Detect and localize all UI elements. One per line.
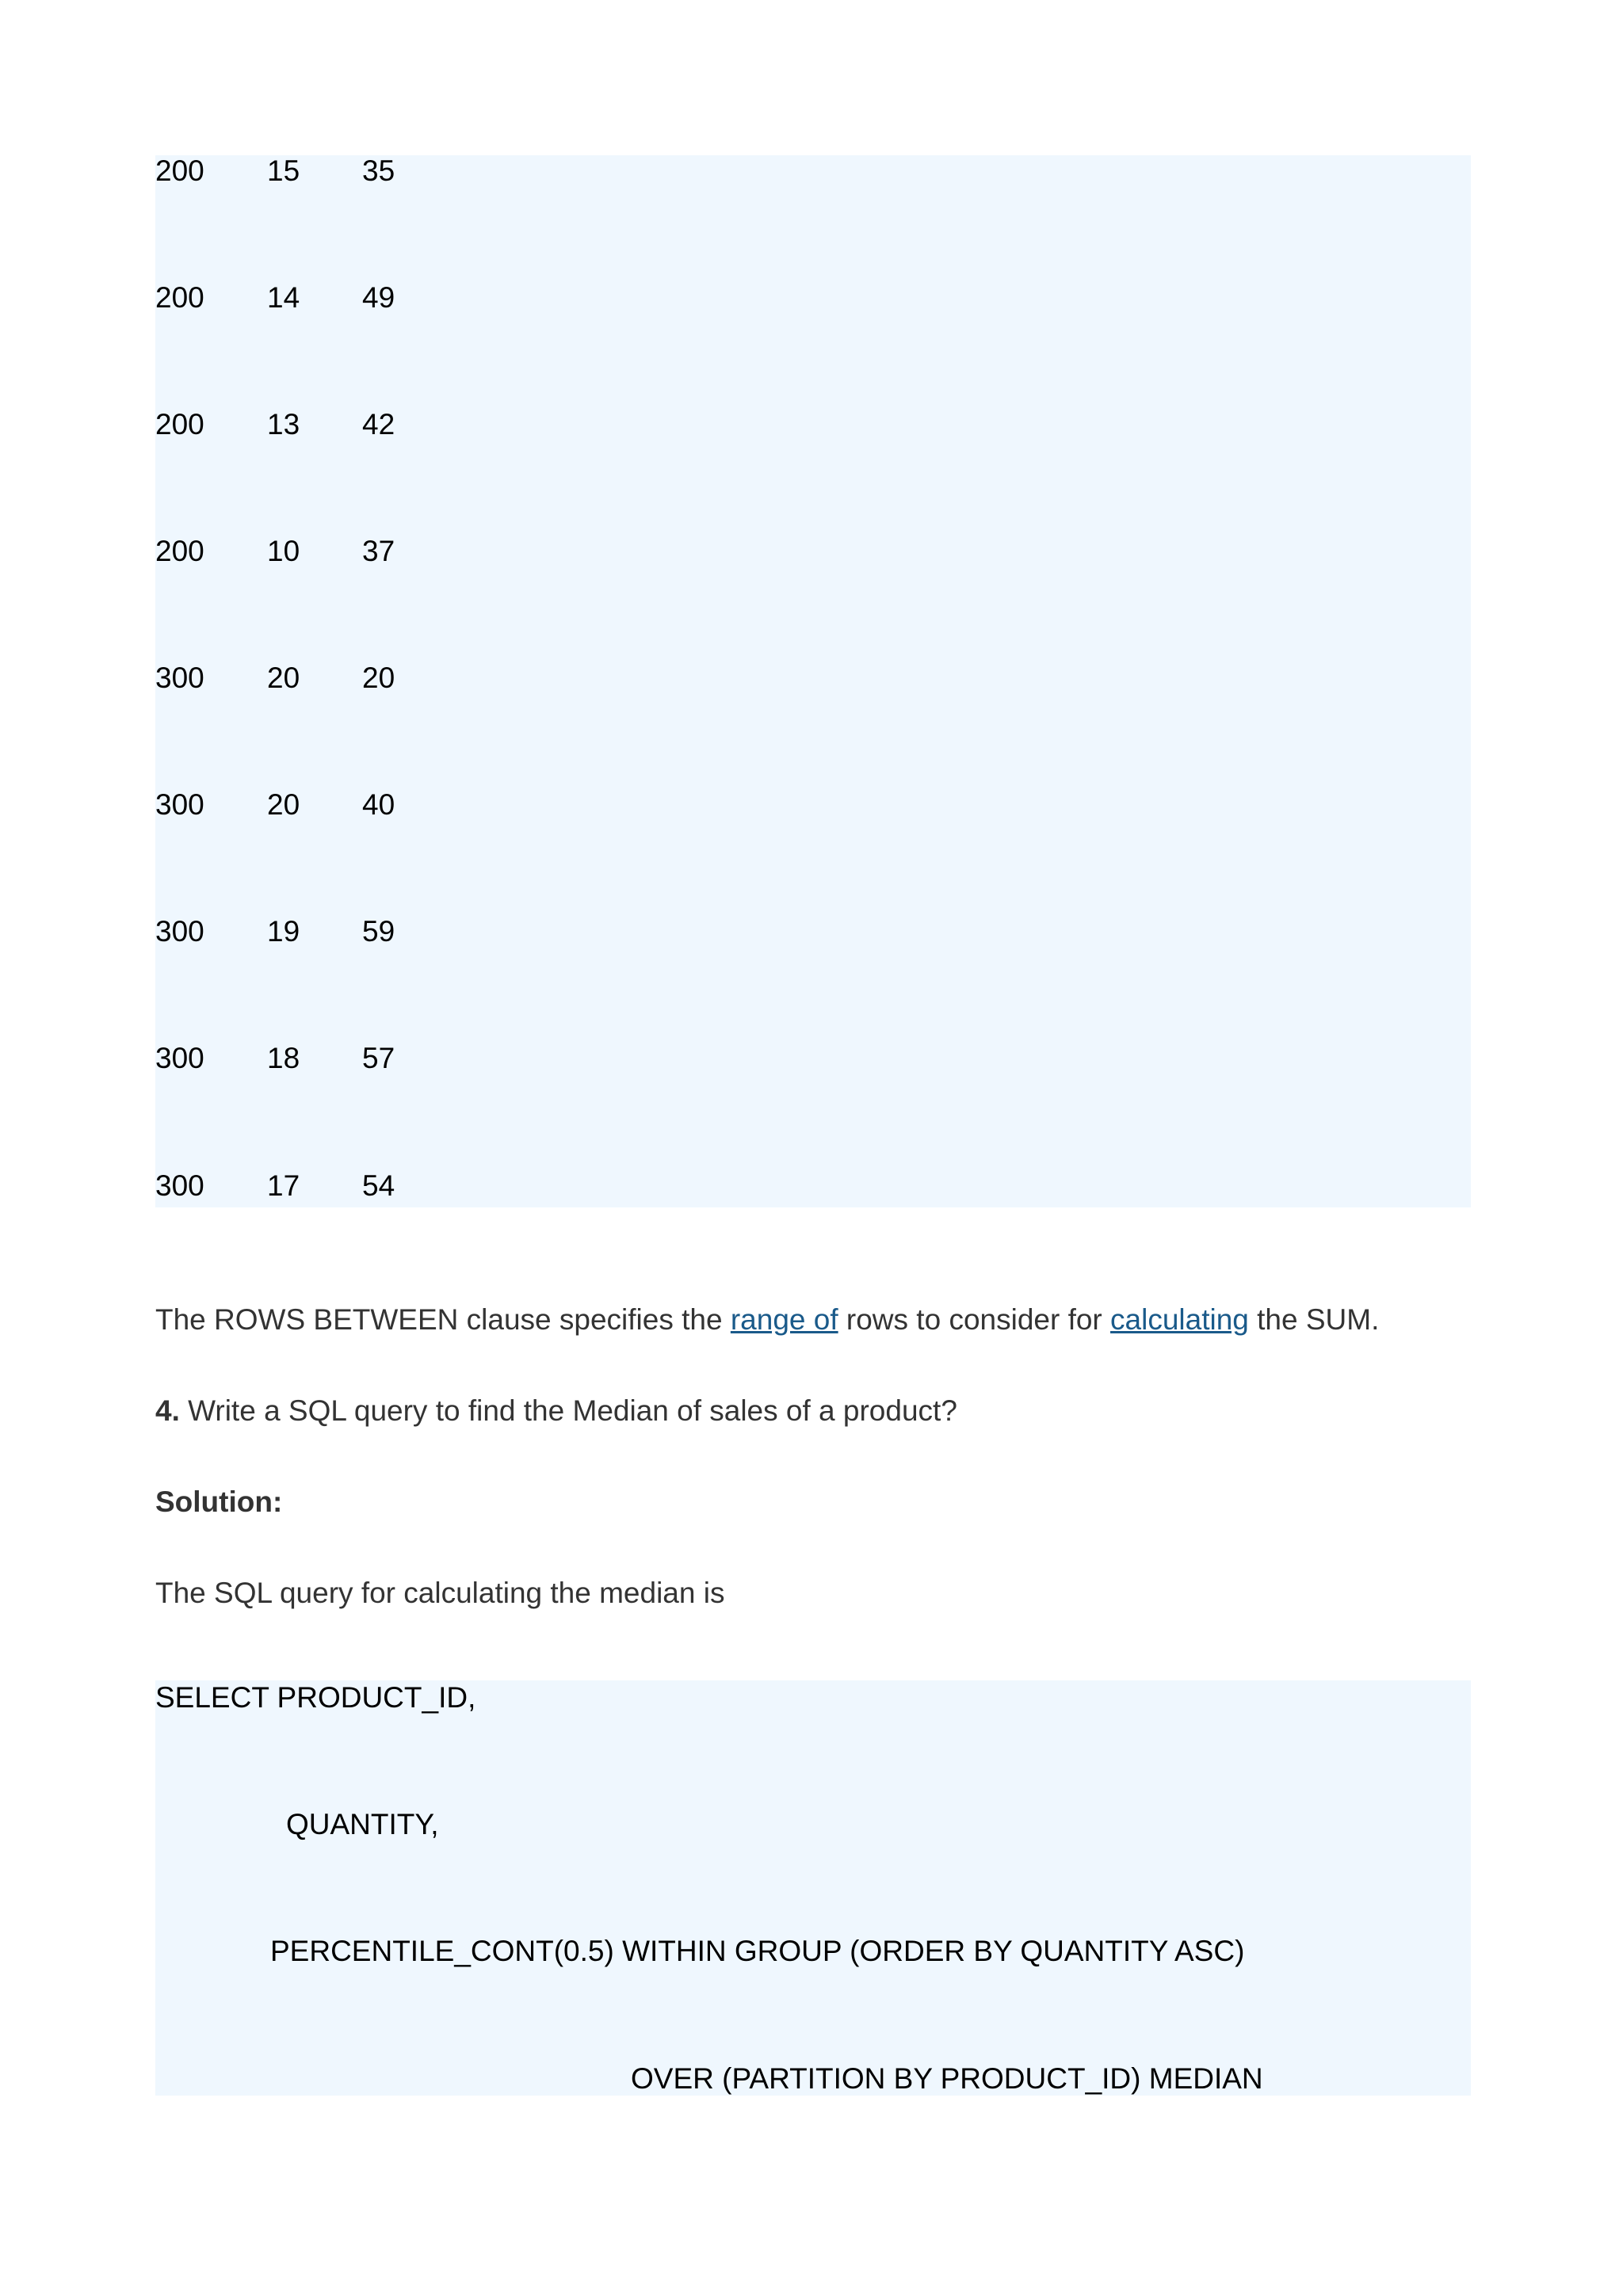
calculating-link[interactable]: calculating <box>1110 1303 1249 1336</box>
quantity-cell: 13 <box>267 408 300 441</box>
quantity-cell: 19 <box>267 915 300 948</box>
result-row <box>155 916 631 963</box>
explanation-text: the SUM. <box>1248 1303 1380 1336</box>
code-line: SELECT PRODUCT_ID, <box>155 1681 476 1714</box>
code-line: OVER (PARTITION BY PRODUCT_ID) MEDIAN <box>631 2062 1263 2095</box>
quantity-cell: 20 <box>267 662 300 694</box>
question-number: 4. <box>155 1394 180 1427</box>
quantity-cell: 20 <box>267 788 300 821</box>
product-id-cell: 300 <box>155 1169 204 1202</box>
query-result-block <box>155 155 1471 1207</box>
range-of-link[interactable]: range of <box>730 1303 838 1336</box>
explanation-paragraph <box>155 1302 1379 1337</box>
running-sum-cell: 49 <box>362 281 395 314</box>
running-sum-cell: 40 <box>362 788 395 821</box>
intro-paragraph: The SQL query for calculating the median is <box>155 1577 725 1609</box>
result-row <box>155 1170 631 1218</box>
product-id-cell: 200 <box>155 408 204 441</box>
result-row <box>155 536 631 583</box>
running-sum-cell: 35 <box>362 154 395 187</box>
result-row <box>155 155 631 203</box>
running-sum-cell: 57 <box>362 1042 395 1074</box>
quantity-cell: 18 <box>267 1042 300 1074</box>
running-sum-cell: 37 <box>362 535 395 567</box>
product-id-cell: 300 <box>155 1042 204 1074</box>
explanation-text: The ROWS BETWEEN clause specifies the <box>155 1303 731 1336</box>
running-sum-cell: 20 <box>362 662 395 694</box>
running-sum-cell: 42 <box>362 408 395 441</box>
solution-heading: Solution: <box>155 1486 283 1518</box>
question-paragraph <box>155 1394 957 1428</box>
quantity-cell: 15 <box>267 154 300 187</box>
running-sum-cell: 59 <box>362 915 395 948</box>
result-row <box>155 1043 631 1090</box>
product-id-cell: 300 <box>155 788 204 821</box>
product-id-cell: 200 <box>155 154 204 187</box>
result-row <box>155 662 631 710</box>
code-line: PERCENTILE_CONT(0.5) WITHIN GROUP (ORDER BY QUANTITY ASC) <box>270 1935 1245 1967</box>
quantity-cell: 14 <box>267 281 300 314</box>
explanation-text: rows to consider for <box>838 1303 1111 1336</box>
running-sum-cell: 54 <box>362 1169 395 1202</box>
code-line: QUANTITY, <box>286 1808 439 1840</box>
result-row <box>155 409 631 456</box>
quantity-cell: 10 <box>267 535 300 567</box>
product-id-cell: 200 <box>155 281 204 314</box>
product-id-cell: 200 <box>155 535 204 567</box>
product-id-cell: 300 <box>155 915 204 948</box>
result-row <box>155 282 631 330</box>
sql-code-block <box>155 1680 1471 2096</box>
result-row <box>155 789 631 837</box>
quantity-cell: 17 <box>267 1169 300 1202</box>
question-text: Write a SQL query to find the Median of sales of a product? <box>179 1394 957 1427</box>
product-id-cell: 300 <box>155 662 204 694</box>
